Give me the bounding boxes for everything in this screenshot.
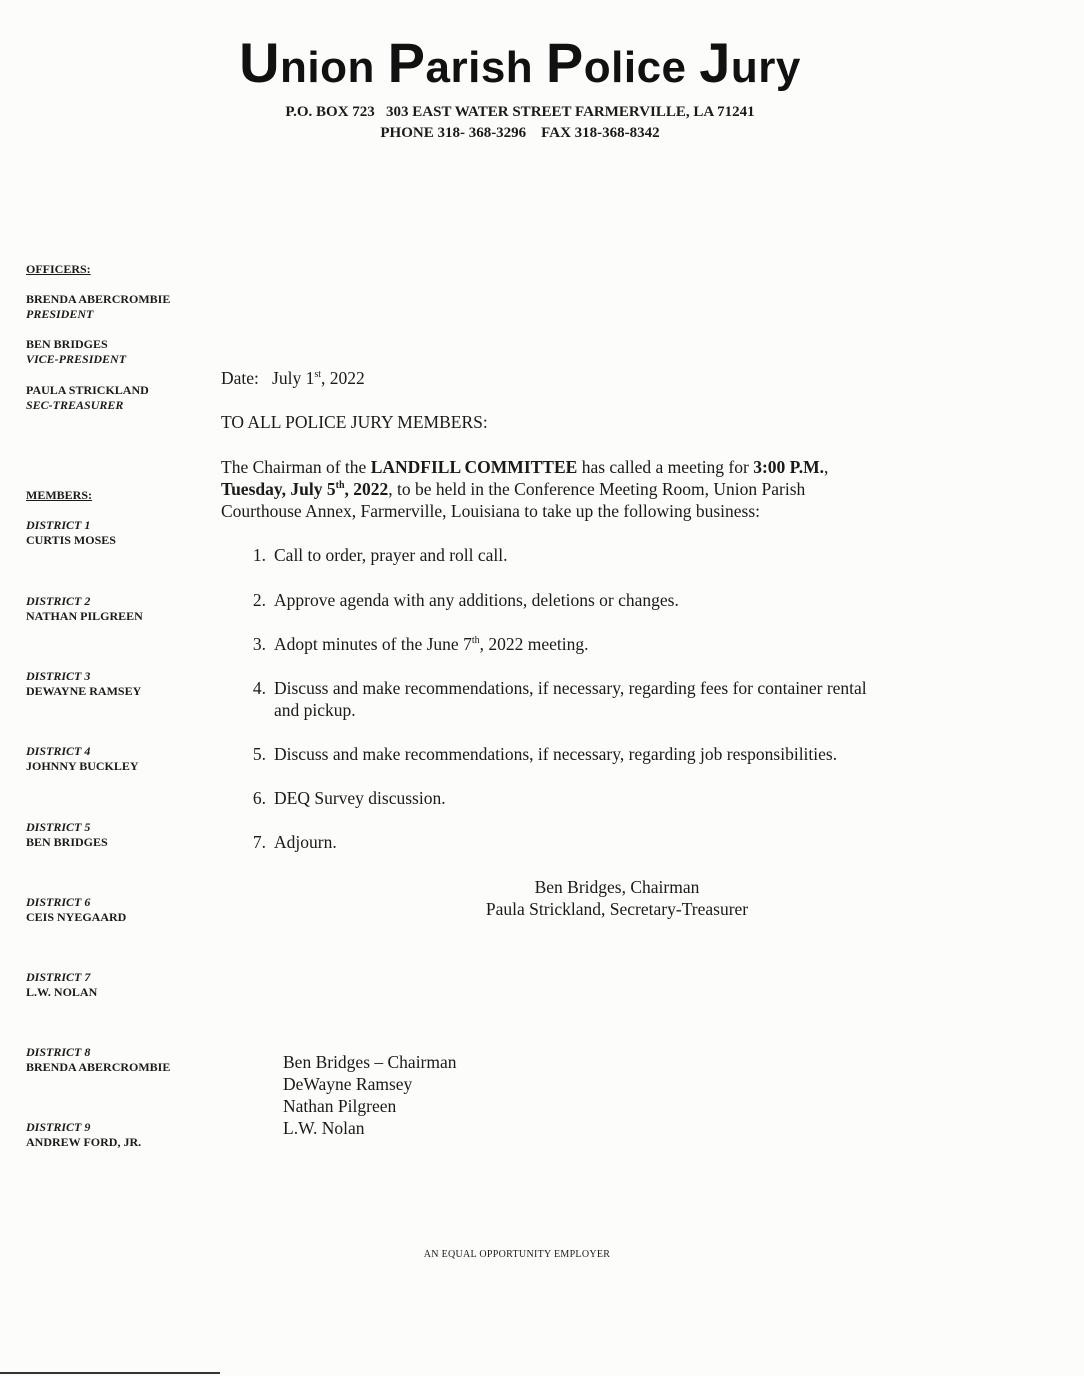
officer-name: BEN BRIDGES [26,337,108,351]
title-cap: P [545,31,584,94]
scan-edge-divider [0,1372,220,1374]
member-entry [26,1045,170,1075]
member-district: DISTRICT 9 [26,1120,91,1134]
title-cap: P [387,31,426,94]
committee-name: LANDFILL COMMITTEE [370,457,578,477]
member-entry [26,518,116,548]
members-heading: MEMBERS: [26,488,92,502]
member-entry [26,970,97,1000]
member-name: CURTIS MOSES [26,533,116,547]
agenda-item: 7. Adjourn. [252,832,337,852]
meeting-intro: The Chairman of the LANDFILL COMMITTEE has called a meeting for 3:00 P.M., Tuesday, July 5th, 2022, to be held in the Conference Meeting Room, Union Parish Courthouse Annex, Farmerville, Louisiana to take up the following business: [221,457,829,521]
officer-title: SEC-TREASURER [26,398,124,412]
title-rest: nion [280,43,388,92]
member-name: DEWAYNE RAMSEY [26,684,142,698]
member-name: CEIS NYEGAARD [26,910,127,924]
committee-members [283,1051,457,1139]
signature-secretary: Paula Strickland, Secretary-Treasurer [485,899,749,919]
member-district: DISTRICT 8 [26,1045,91,1059]
member-district: DISTRICT 7 [26,970,91,984]
member-entry [26,895,126,925]
title-cap: U [239,31,281,94]
date-value: July 1st, 2022 [272,368,365,388]
member-district: DISTRICT 3 [26,669,91,683]
officer-title: VICE-PRESIDENT [26,352,127,366]
agenda-item: 6. DEQ Survey discussion. [252,788,446,808]
committee-member: Nathan Pilgreen [283,1096,397,1116]
member-name: L.W. NOLAN [26,985,98,999]
member-entry [26,820,108,850]
member-district: DISTRICT 5 [26,820,91,834]
title-rest: olice [583,43,700,92]
title-rest: arish [425,43,546,92]
member-name: JOHNNY BUCKLEY [26,759,139,773]
officer-entry [26,337,126,367]
officer-name: BRENDA ABERCROMBIE [26,292,171,306]
footer-note: AN EQUAL OPPORTUNITY EMPLOYER [423,1249,611,1260]
member-district: DISTRICT 1 [26,518,91,532]
meeting-time: 3:00 P.M. [753,457,825,477]
agenda-item: 1. Call to order, prayer and roll call. [252,545,508,565]
meeting-day: Tuesday, July 5th, 2022 [221,479,389,499]
member-name: NATHAN PILGREEN [26,609,143,623]
agenda-item: 2. Approve agenda with any additions, deletions or changes. [252,590,679,610]
notice-date [221,367,365,389]
phone-line: PHONE 318- 368-3296 FAX 318-368-8342 [380,125,660,141]
address-line: P.O. BOX 723 303 EAST WATER STREET FARMERVILLE, LA 71241 [285,104,755,120]
member-entry [26,669,141,699]
signature-block [417,876,817,920]
agenda-item: 3. Adopt minutes of the June 7th, 2022 meeting. [252,634,589,654]
member-district: DISTRICT 2 [26,594,91,608]
member-name: BEN BRIDGES [26,835,108,849]
officer-entry [26,383,149,413]
officer-title: PRESIDENT [26,307,94,321]
officers-heading: OFFICERS: [26,262,91,276]
committee-member: Ben Bridges – Chairman [283,1052,457,1072]
member-entry [26,594,143,624]
member-district: DISTRICT 4 [26,744,91,758]
member-entry [26,1120,141,1150]
organization-title [0,30,1040,95]
title-rest: ury [730,43,801,92]
member-district: DISTRICT 6 [26,895,91,909]
committee-member: DeWayne Ramsey [283,1074,413,1094]
officer-entry [26,292,170,322]
title-cap: J [699,31,731,94]
date-label: Date: [221,368,259,388]
salutation: TO ALL POLICE JURY MEMBERS: [221,412,488,432]
agenda-item: 5. Discuss and make recommendations, if necessary, regarding job responsibilities. [252,744,838,764]
member-entry [26,744,139,774]
officer-name: PAULA STRICKLAND [26,383,149,397]
signature-chairman: Ben Bridges, Chairman [534,877,700,897]
member-name: ANDREW FORD, JR. [26,1135,142,1149]
agenda-item: 4. Discuss and make recommendations, if necessary, regarding fees for container rental and pickup. [252,678,867,720]
member-name: BRENDA ABERCROMBIE [26,1060,171,1074]
committee-member: L.W. Nolan [283,1118,365,1138]
